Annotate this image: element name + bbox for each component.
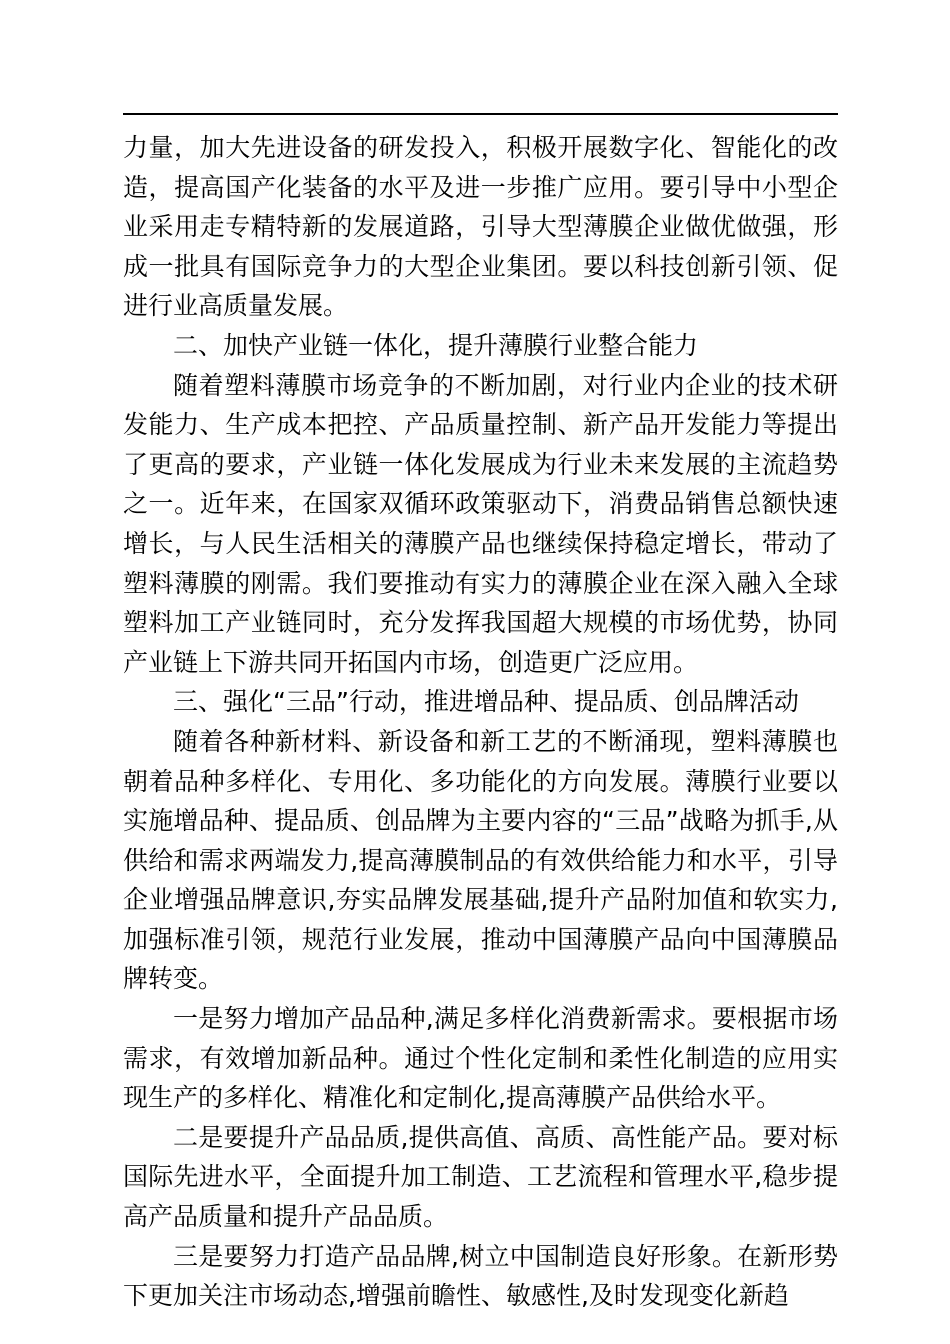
- paragraph: 二是要提升产品品质,提供高值、高质、高性能产品。要对标国际先进水平，全面提升加工制造、工艺流程和管理水平,稳步提高产品质量和提升产品品质。: [123, 1122, 838, 1232]
- paragraph: 一是努力增加产品品种,满足多样化消费新需求。要根据市场需求，有效增加新品种。通过个性化定制和柔性化制造的应用实现生产的多样化、精准化和定制化,提高薄膜产品供给水平。: [123, 1004, 838, 1113]
- paragraph: 随着各种新材料、新设备和新工艺的不断涌现，塑料薄膜也朝着品种多样化、专用化、多功能化的方向发展。薄膜行业要以实施增品种、提品质、创品牌为主要内容的“三品”战略为抓手,从供给和需求两端发力,提高薄膜制品的有效供给能力和水平，引导企业增强品牌意识,夯实品牌发展基础,提升产品附加值和软实力,加强标准引领，规范行业发展，推动中国薄膜产品向中国薄膜品牌转变。: [123, 726, 838, 994]
- document-body: [123, 128, 838, 1316]
- header-rule: [123, 113, 838, 115]
- section-heading-3: 三、强化“三品”行动，推进增品种、提品质、创品牌活动: [173, 687, 799, 717]
- paragraph-continuation: 力量，加大先进设备的研发投入，积极开展数字化、智能化的改造，提高国产化装备的水平及进一步推广应用。要引导中小型企业采用走专精特新的发展道路，引导大型薄膜企业做优做强，形成一批具有国际竞争力的大型企业集团。要以科技创新引领、促进行业高质量发展。: [123, 133, 838, 321]
- paragraph: 三是要努力打造产品品牌,树立中国制造良好形象。在新形势下更加关注市场动态,增强前瞻性、敏感性,及时发现变化新趋: [123, 1241, 838, 1311]
- paragraph: 随着塑料薄膜市场竞争的不断加剧，对行业内企业的技术研发能力、生产成本把控、产品质量控制、新产品开发能力等提出了更高的要求，产业链一体化发展成为行业未来发展的主流趋势之一。近年来，在国家双循环政策驱动下，消费品销售总额快速增长，与人民生活相关的薄膜产品也继续保持稳定增长，带动了塑料薄膜的刚需。我们要推动有实力的薄膜企业在深入融入全球塑料加工产业链同时，充分发挥我国超大规模的市场优势，协同产业链上下游共同开拓国内市场，创造更广泛应用。: [123, 370, 838, 677]
- section-heading-2: 二、加快产业链一体化，提升薄膜行业整合能力: [173, 330, 699, 360]
